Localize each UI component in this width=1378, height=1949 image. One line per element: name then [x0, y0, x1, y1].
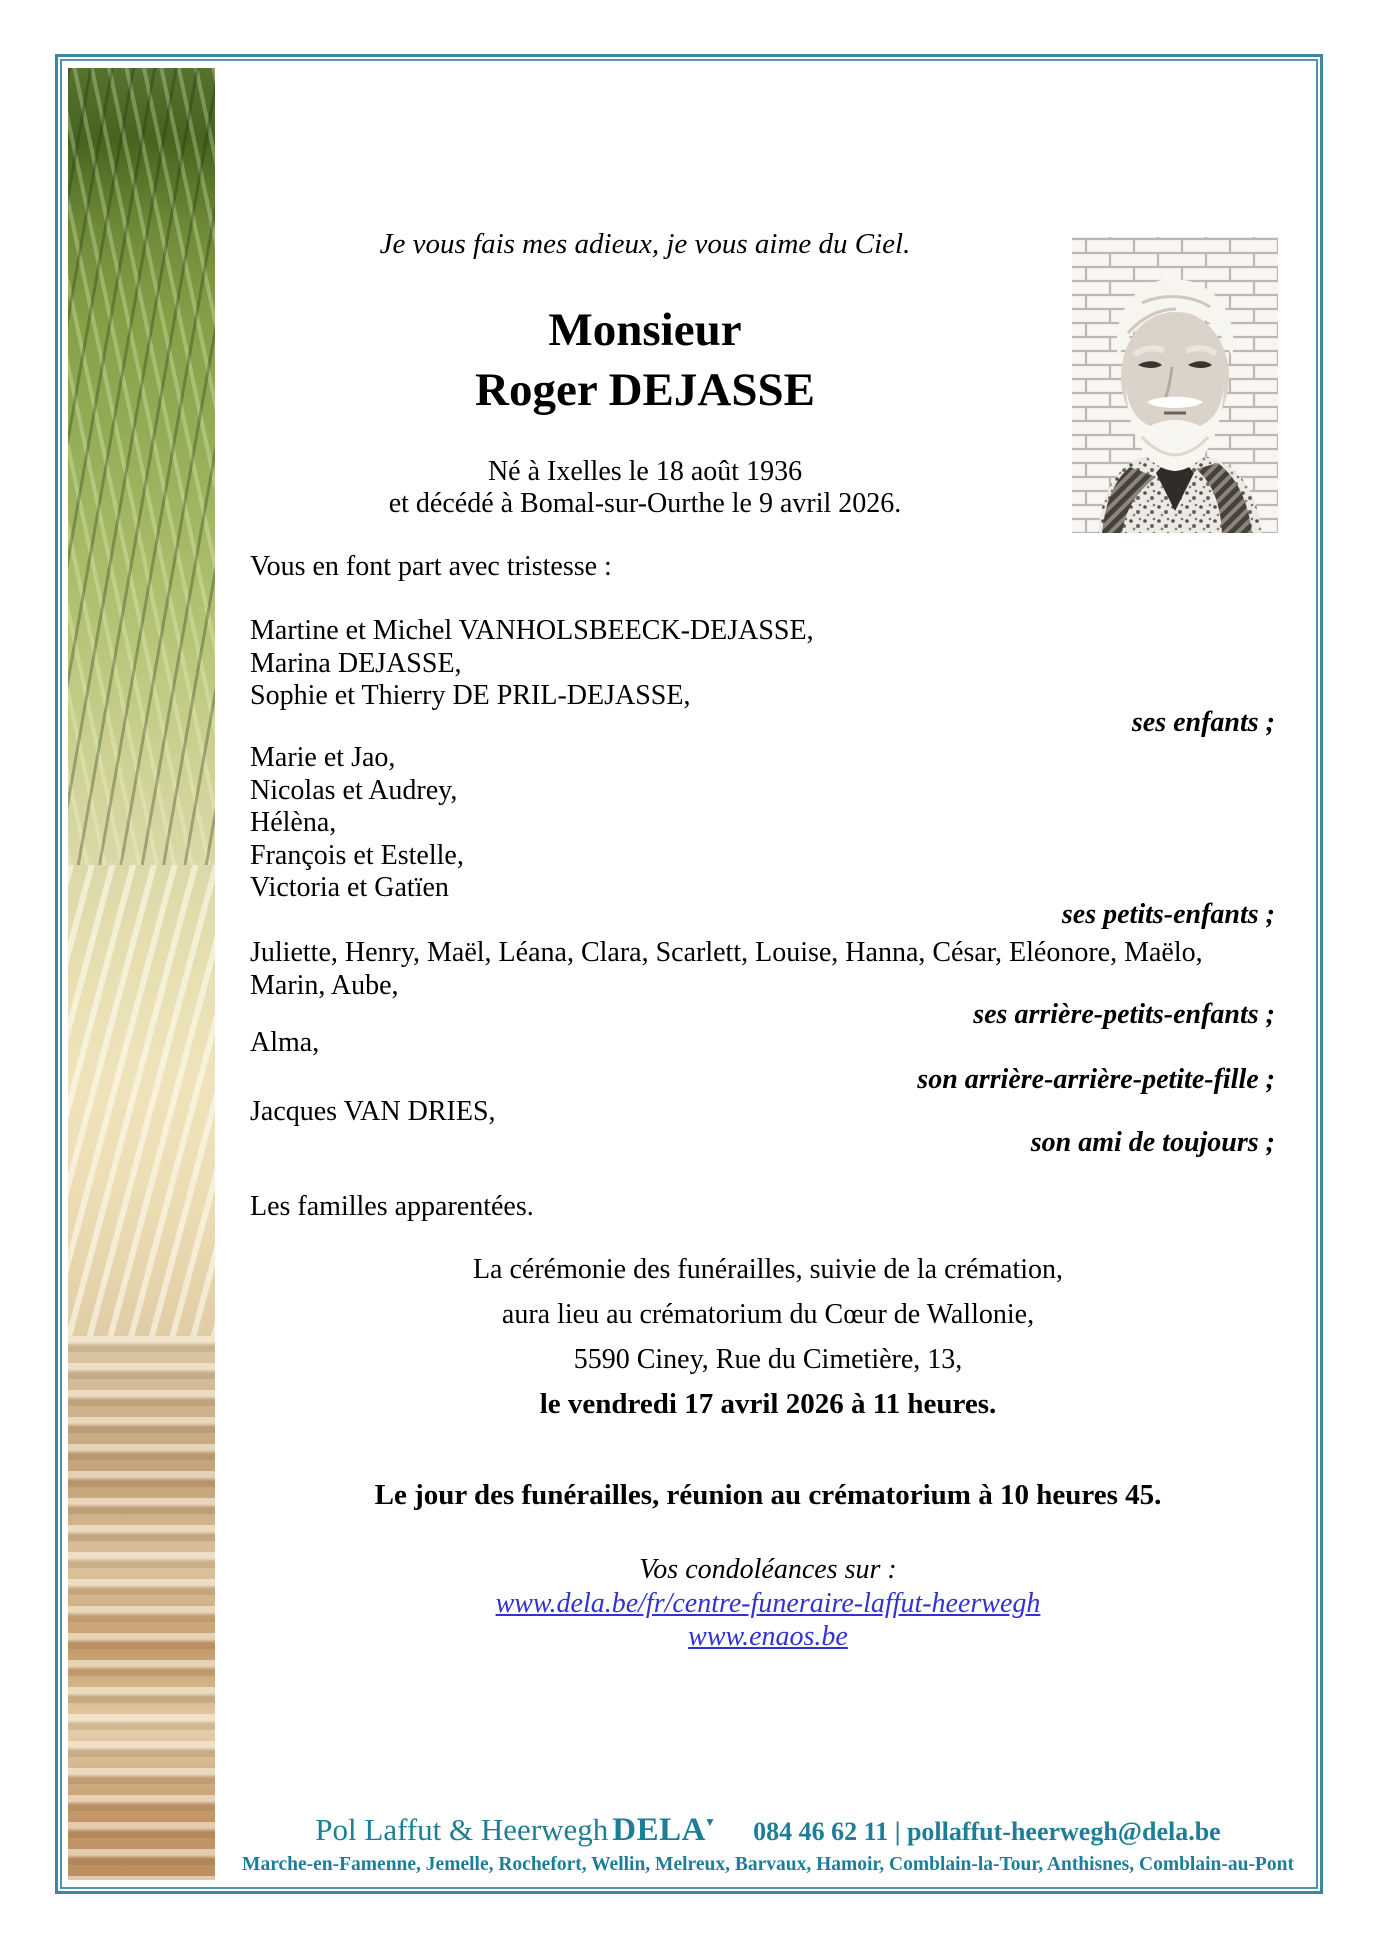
- list-item: Victoria et Gatïen: [250, 872, 449, 903]
- great-grandchildren-label: ses arrière-petits-enfants ;: [973, 999, 1275, 1030]
- list-item: Marina DEJASSE,: [250, 647, 462, 679]
- ceremony-date: le vendredi 17 avril 2026 à 11 heures.: [539, 1388, 997, 1420]
- footer-brand-row: [215, 1812, 1321, 1849]
- list-item: François et Estelle,: [250, 839, 464, 871]
- grandchildren-list: [250, 742, 464, 905]
- list-item: Martine et Michel VANHOLSBEECK-DEJASSE,: [250, 615, 814, 646]
- page-title: [215, 300, 1075, 420]
- birth-line: Né à Ixelles le 18 août 1936: [487, 456, 803, 487]
- friend-name: Jacques VAN DRIES,: [250, 1096, 496, 1127]
- deceased-name: Roger DEJASSE: [475, 364, 815, 416]
- funeral-home-name: Pol Laffut & Heerwegh: [315, 1812, 609, 1847]
- condolences-link-enaos[interactable]: www.enaos.be: [688, 1621, 848, 1652]
- list-item: Hélèna,: [250, 807, 337, 838]
- grandchildren-label: ses petits-enfants ;: [1061, 899, 1275, 930]
- condolences-link-row: [215, 1588, 1321, 1620]
- list-item: Sophie et Thierry DE PRIL-DEJASSE,: [250, 680, 691, 711]
- forest-path-photo: [68, 68, 215, 1880]
- dela-triangle-icon: ▼: [703, 1815, 717, 1829]
- list-item: Marin, Aube,: [250, 969, 399, 1001]
- footer-contact: [753, 1817, 1221, 1846]
- dela-logo: [612, 1812, 723, 1848]
- children-label: ses enfants ;: [1131, 707, 1275, 738]
- email-address[interactable]: pollaffut-heerwegh@dela.be: [906, 1817, 1221, 1846]
- phone-number: 084 46 62 11: [753, 1817, 889, 1846]
- death-line: et décédé à Bomal-sur-Ourthe le 9 avril 2026.: [388, 488, 902, 519]
- forest-sun-rays: [68, 865, 215, 1336]
- deceased-photo: [1072, 237, 1278, 533]
- condolences-label: Vos condoléances sur :: [639, 1554, 897, 1585]
- condolences-link-dela[interactable]: www.dela.be/fr/centre-funeraire-laffut-heerwegh: [495, 1588, 1041, 1619]
- friend-label: son ami de toujours ;: [1030, 1127, 1275, 1158]
- intro-line: Vous en font part avec tristesse :: [250, 551, 612, 582]
- children-list: [250, 615, 814, 713]
- ceremony-line-1: La cérémonie des funérailles, suivie de la crémation,: [472, 1254, 1064, 1285]
- title-prefix: Monsieur: [548, 304, 742, 356]
- footer-locations: Marche-en-Famenne, Jemelle, Rochefort, Wellin, Melreux, Barvaux, Hamoir, Comblain-la-Tour, Anthisnes, Comblain-au-Pont: [242, 1854, 1294, 1875]
- ceremony-address: 5590 Ciney, Rue du Cimetière, 13,: [573, 1344, 963, 1375]
- list-item: Juliette, Henry, Maël, Léana, Clara, Scarlett, Louise, Hanna, César, Eléonore, Maëlo,: [250, 937, 1203, 968]
- great-great-granddaughter: Alma,: [250, 1027, 320, 1058]
- meeting-line: Le jour des funérailles, réunion au crématorium à 10 heures 45.: [374, 1479, 1162, 1511]
- great-grandchildren-list: [250, 937, 1203, 1002]
- list-item: Marie et Jao,: [250, 742, 396, 773]
- ceremony-line-2: aura lieu au crématorium du Cœur de Wallonie,: [501, 1299, 1035, 1330]
- separator: |: [894, 1817, 901, 1846]
- related-families-line: Les familles apparentées.: [250, 1191, 534, 1222]
- condolences-link-row: [215, 1621, 1321, 1653]
- great-great-granddaughter-label: son arrière-arrière-petite-fille ;: [917, 1064, 1275, 1095]
- list-item: Nicolas et Audrey,: [250, 774, 458, 806]
- forest-path: [68, 1336, 215, 1880]
- farewell-quote: Je vous fais mes adieux, je vous aime du Ciel.: [379, 228, 911, 260]
- dela-wordmark: DELA: [612, 1812, 706, 1848]
- forest-foliage: [68, 68, 215, 865]
